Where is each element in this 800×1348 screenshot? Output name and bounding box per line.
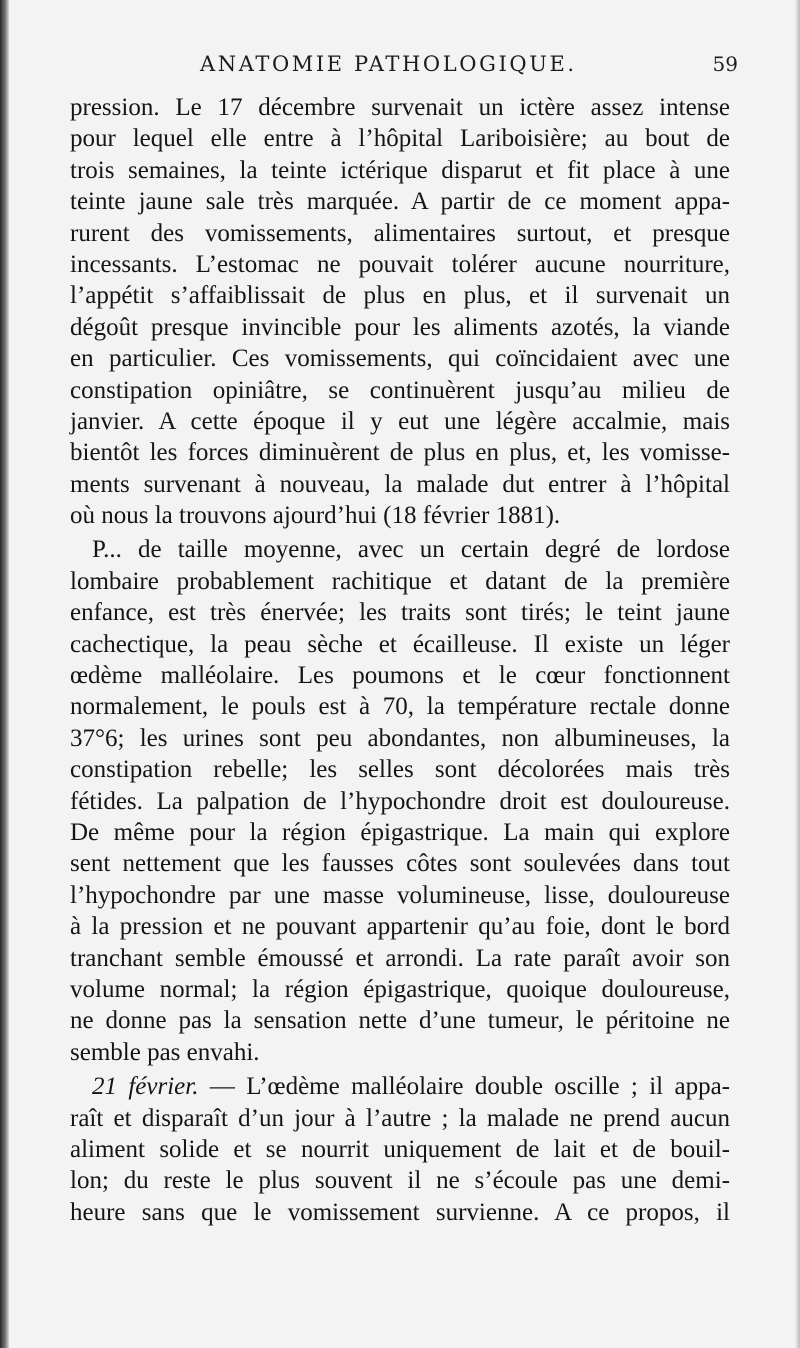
page-edge xyxy=(795,0,800,1348)
text-line: où nous la trouvons ajourd’hui (18 février 1881). xyxy=(70,502,561,530)
text-line: constipation rebelle; les selles sont décolorées mais très xyxy=(70,756,730,784)
text-line: aliment solide et se nourrit uniquement de lait et de bouil- xyxy=(70,1135,730,1163)
text-line: fétides. La palpation de l’hypochondre droit est douloureuse. xyxy=(70,787,730,815)
text-line: normalement, le pouls est à 70, la température rectale donne xyxy=(70,693,730,721)
text-line: tranchant semble émoussé et arrondi. La rate paraît avoir son xyxy=(70,944,730,972)
text-line: en particulier. Ces vomissements, qui coïncidaient avec une xyxy=(70,345,730,373)
page-binding-shadow xyxy=(0,0,9,1348)
text-line: cachectique, la peau sèche et écailleuse. Il existe un léger xyxy=(70,630,730,658)
text-line: rurent des vomissements, alimentaires surtout, et presque xyxy=(70,219,730,247)
page-number: 59 xyxy=(712,52,738,76)
text-line: lon; du reste le plus souvent il ne s’écoule pas une demi- xyxy=(70,1167,730,1195)
text-line: pression. Le 17 décembre survenait un ictère assez intense xyxy=(70,94,730,121)
text-line: De même pour la région épigastrique. La main qui explore xyxy=(70,818,730,846)
text-line-with-date xyxy=(70,1071,730,1102)
text-line: volume normal; la région épigastrique, quoique douloureuse, xyxy=(70,975,730,1003)
text-line: l’appétit s’affaiblissait de plus en plus, et il survenait un xyxy=(70,282,730,310)
text-line: trois semaines, la teinte ictérique disparut et fit place à une xyxy=(70,156,730,184)
text-line: 37°6; les urines sont peu abondantes, non albumineuses, la xyxy=(70,724,730,752)
text-line: constipation opiniâtre, se continuèrent jusqu’au milieu de xyxy=(70,376,730,404)
text-line: heure sans que le vomissement survienne. A ce propos, il xyxy=(70,1198,730,1226)
text-line: incessants. L’estomac ne pouvait tolérer aucune nourriture, xyxy=(70,250,730,278)
running-title: ANATOMIE PATHOLOGIQUE. xyxy=(200,52,577,76)
text-line: œdème malléolaire. Les poumons et le cœur fonctionnent xyxy=(70,662,730,690)
text-line: raît et disparaît d’un jour à l’autre ; la malade ne prend aucun xyxy=(70,1104,730,1132)
text-line: semble pas envahi. xyxy=(70,1038,260,1066)
text-line: pour lequel elle entre à l’hôpital Lariboisière; au bout de xyxy=(70,125,730,153)
text-line: janvier. A cette époque il y eut une légère accalmie, mais xyxy=(70,407,730,435)
text-line: ments survenant à nouveau, la malade dut entrer à l’hôpital xyxy=(70,470,730,498)
text-line-rest: — L’œdème malléolaire double oscille ; il appa- xyxy=(209,1073,730,1101)
text-line: à la pression et ne pouvant appartenir qu’au foie, dont le bord xyxy=(70,913,730,941)
text-line: teinte jaune sale très marquée. A partir de ce moment appa- xyxy=(70,188,730,216)
text-line: l’hypochondre par une masse volumineuse, lisse, douloureuse xyxy=(70,881,730,909)
text-line: ne donne pas la sensation nette d’une tumeur, le péritoine ne xyxy=(70,1007,730,1035)
page-header xyxy=(70,46,738,82)
text-line: P... de taille moyenne, avec un certain degré de lordose xyxy=(92,536,730,564)
text-line: enfance, est très énervée; les traits sont tirés; le teint jaune xyxy=(70,599,730,627)
text-line: bientôt les forces diminuèrent de plus en plus, et, les vomisse- xyxy=(70,439,730,467)
text-line: lombaire probablement rachitique et datant de la première xyxy=(70,567,730,595)
text-line: sent nettement que les fausses côtes sont soulevées dans tout xyxy=(70,850,730,878)
text-line: dégoût presque invincible pour les aliments azotés, la viande xyxy=(70,313,730,341)
date-heading: 21 février. xyxy=(92,1073,199,1101)
body-text xyxy=(70,92,730,1228)
